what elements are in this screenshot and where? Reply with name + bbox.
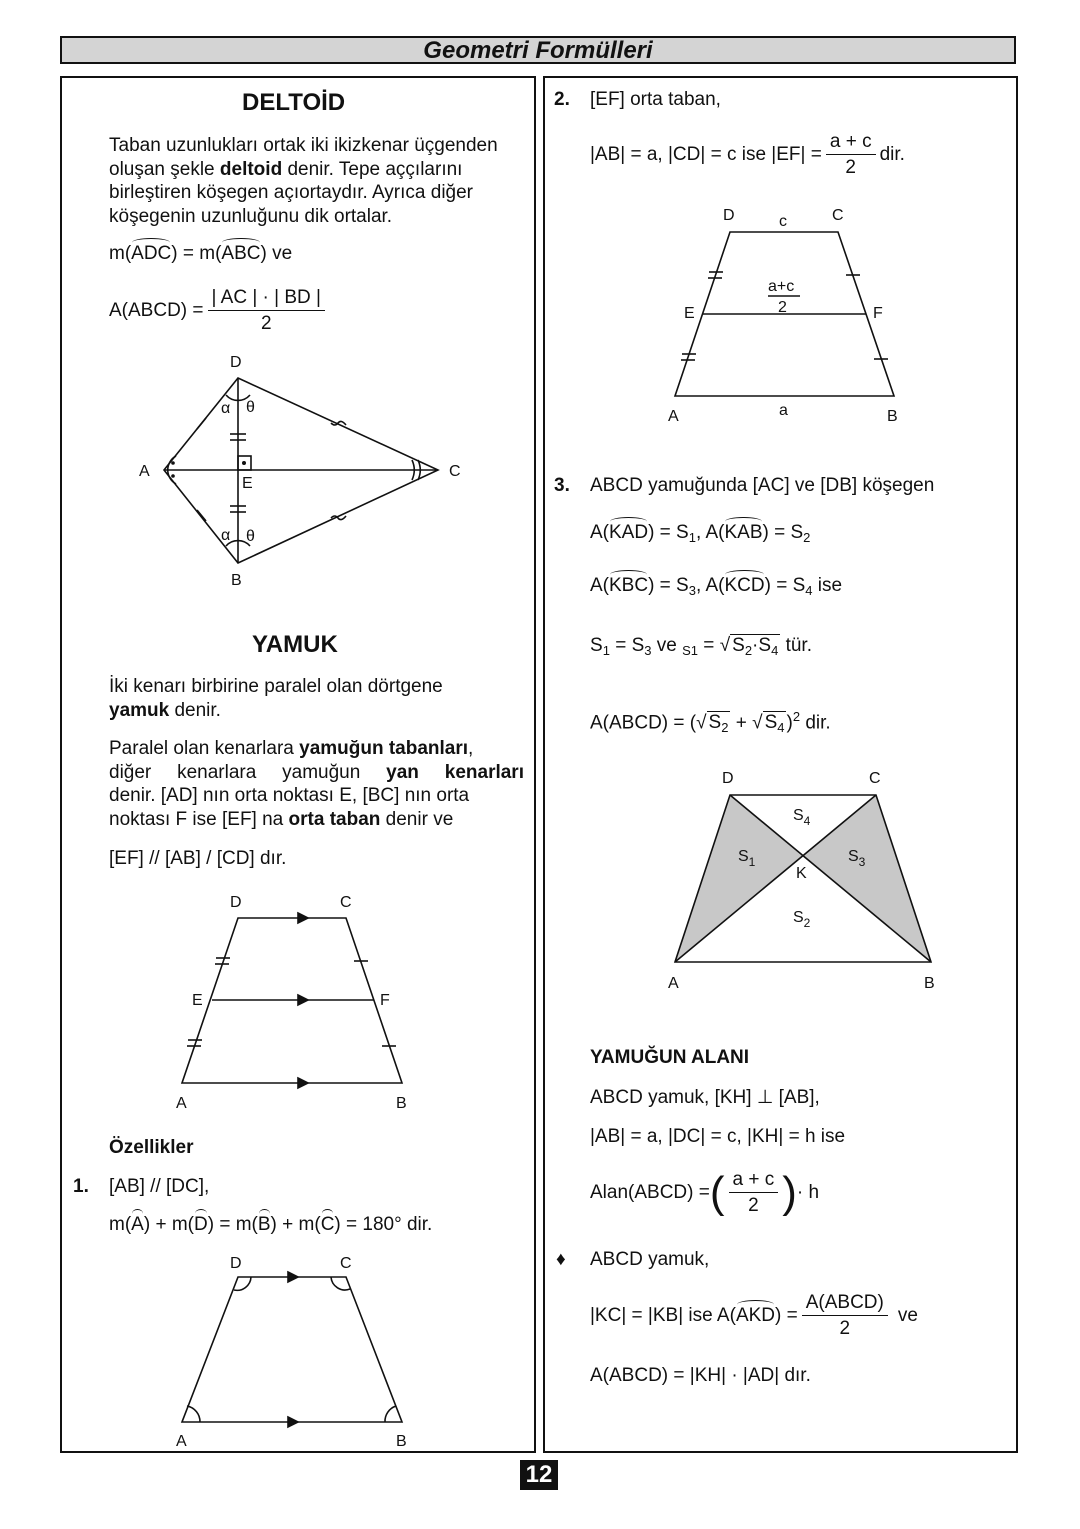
item-2-title: [EF] orta taban,: [590, 89, 721, 110]
deltoid-angle-equality: m(ADC) = m(ABC) ve: [109, 243, 293, 264]
yamuk-heading: YAMUK: [252, 631, 338, 658]
angle-label-A: A: [176, 1433, 187, 1450]
bullet-area: A(ABCD) = |KH| · |AD| dır.: [590, 1365, 811, 1386]
yamuk-line-4: diğer kenarlara yamuğun yan kenarları: [109, 761, 524, 783]
diag-label-S1: $S_1$: [738, 848, 756, 869]
yamuk-label-B: B: [396, 1095, 407, 1112]
diag-label-S4: $S_4$: [793, 807, 811, 828]
yamuk-label-F: F: [380, 992, 390, 1009]
label-C: C: [449, 463, 461, 480]
diag-label-A: A: [668, 975, 679, 992]
yamuk-label-D: D: [230, 894, 242, 911]
yamuk-line-5: denir. [AD] nın orta noktası E, [BC] nın orta: [109, 785, 470, 806]
diag-label-B: B: [924, 975, 935, 992]
item-3-areas-2: $A(KBC) = S_3$, $A(KCD) = S_4$ ise: [590, 575, 843, 598]
item-3-number: 3.: [554, 475, 570, 496]
item-3-total-area: A(ABCD) = (√ $S_2$ + √ $S_4$ )$^2$ dir.: [590, 709, 831, 736]
item-1-angle-sum: m(A) + m(D) = m(B) + m(C) = 180° dir.: [109, 1214, 433, 1235]
diag-label-S2: $S_2$: [793, 909, 811, 930]
yamuk-label-C: C: [340, 894, 352, 911]
alan-formula: Alan(ABCD) =( $\frac{a + c}{2}$ )· h: [590, 1168, 820, 1217]
diag-label-C: C: [869, 770, 881, 787]
bullet-formula: |KC| = |KB| ise A(AKD) = $\frac{\text{A(ABCD)}}{2}$ ve: [590, 1292, 918, 1339]
item-1-number: 1.: [73, 1176, 89, 1197]
mid-label-C: C: [832, 207, 844, 224]
label-A: A: [139, 463, 150, 480]
mid-frac-den: 2: [778, 299, 787, 316]
diag-label-S3: $S_3$: [848, 848, 866, 869]
alan-given-1: ABCD yamuk, [KH] ⊥ [AB],: [590, 1087, 820, 1108]
item-1-parallel: [AB] // [DC],: [109, 1176, 210, 1197]
label-theta-top: θ: [246, 399, 255, 416]
mid-frac-num: a+c: [768, 278, 795, 295]
mid-label-c: c: [779, 213, 787, 230]
page-title: Geometri Formülleri: [60, 36, 1016, 64]
label-theta-bottom: θ: [246, 528, 255, 545]
label-D: D: [230, 354, 242, 371]
diag-label-K: K: [796, 865, 807, 882]
deltoid-line-1: Taban uzunlukları ortak iki ikizkenar üçgenden: [109, 135, 498, 156]
yamuk-label-A: A: [176, 1095, 187, 1112]
page-number: 12: [520, 1460, 558, 1490]
deltoid-line-2: oluşan şekle deltoid denir. Tepe aççılarını: [109, 158, 463, 180]
item-2-formula: |AB| = a, |CD| = c ise |EF| = $\frac{a + c}{2}$ dir.: [590, 131, 905, 178]
yamuk-line-6: noktası F ise [EF] na orta taban denir ve: [109, 808, 454, 830]
angle-label-D: D: [230, 1255, 242, 1272]
yamugun-alani-heading: YAMUĞUN ALANI: [590, 1047, 750, 1068]
ozellikler-heading: Özellikler: [109, 1137, 194, 1158]
yamuk-parallel-statement: [EF] // [AB] / [CD] dır.: [109, 848, 287, 869]
label-alpha-bottom: α: [221, 527, 231, 544]
yamuk-line-3: Paralel olan kenarlara yamuğun tabanları,: [109, 738, 474, 759]
mid-label-B: B: [887, 408, 898, 425]
item-3-areas-1: $A(KAD) = S_1$, $A(KAB) = S_2$: [590, 522, 811, 545]
angle-label-B: B: [396, 1433, 407, 1450]
deltoid-line-3: birleştiren köşegen açıortaydır. Ayrıca diğer: [109, 182, 474, 203]
mid-label-D: D: [723, 207, 735, 224]
yamuk-line-1: İki kenarı birbirine paralel olan dörtgene: [109, 676, 443, 697]
deltoid-line-4: köşegenin uzunluğunu dik ortalar.: [109, 205, 393, 227]
mid-label-a: a: [779, 402, 788, 419]
diamond-bullet-icon: ♦: [556, 1249, 566, 1270]
yamuk-line-2: yamuk denir.: [109, 699, 221, 721]
label-E: E: [242, 475, 253, 492]
item-3-title: ABCD yamuğunda [AC] ve [DB] köşegen: [590, 475, 935, 496]
mid-label-F: F: [873, 305, 883, 322]
diag-label-D: D: [722, 770, 734, 787]
item-3-equal-areas: $S_1 = S_3$ ve $_{S1}$ = √ $S_2\cdot S_4$ tür.: [590, 635, 812, 658]
deltoid-area-formula: A(ABCD) = $\frac{| AC | \cdot | BD |}{2}$: [109, 286, 329, 335]
yamuk-label-E: E: [192, 992, 203, 1009]
label-alpha-top: α: [221, 400, 231, 417]
mid-label-E: E: [684, 305, 695, 322]
bullet-title: ABCD yamuk,: [590, 1249, 710, 1270]
label-B: B: [231, 572, 242, 589]
deltoid-heading: DELTOİD: [242, 89, 346, 116]
mid-label-A: A: [668, 408, 679, 425]
item-2-number: 2.: [554, 89, 570, 110]
alan-given-2: |AB| = a, |DC| = c, |KH| = h ise: [590, 1126, 846, 1147]
angle-label-C: C: [340, 1255, 352, 1272]
